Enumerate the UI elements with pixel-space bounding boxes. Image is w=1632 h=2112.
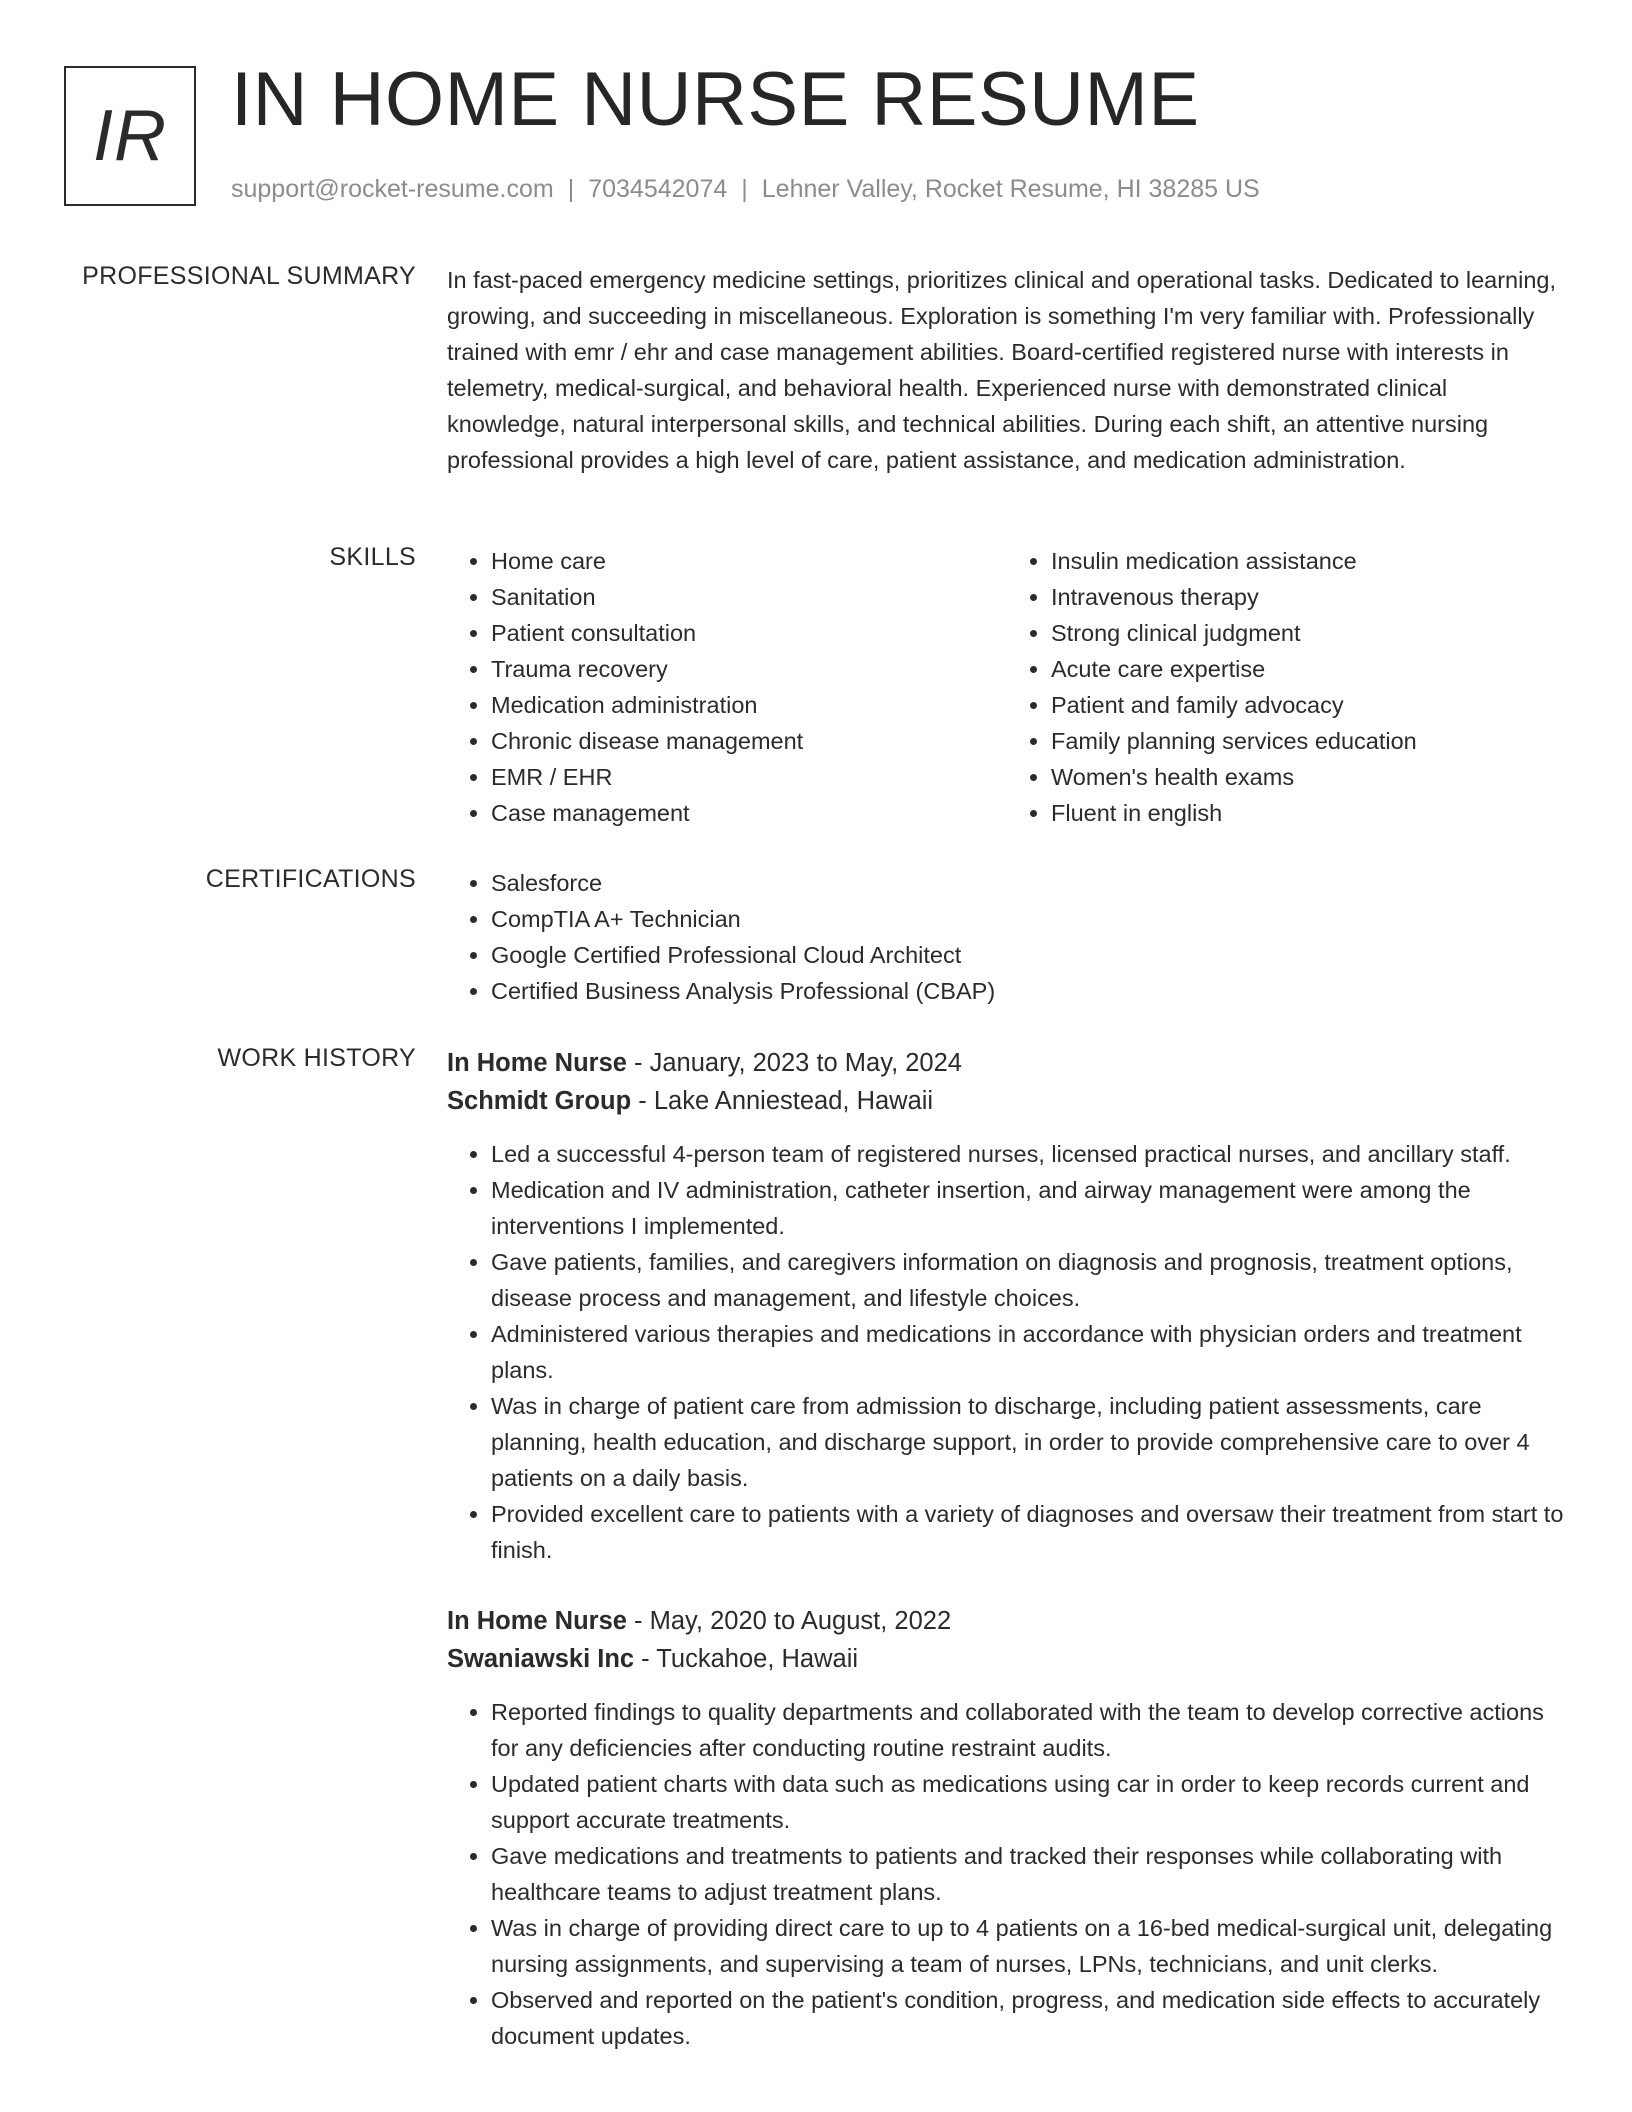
- job-duty: • Led a successful 4-person team of registered nurses, licensed practical nurses, and ancillary staff.: [491, 1136, 1567, 1172]
- skill-item: • Case management: [491, 795, 1007, 831]
- job-dates: - January, 2023 to May, 2024: [626, 1049, 962, 1077]
- skill-item: • Women's health exams: [1051, 759, 1567, 795]
- job-duties-list: [447, 1694, 1567, 2054]
- job-duty: • Updated patient charts with data such as medications using car in order to keep records current and support accurate treatments.: [491, 1766, 1567, 1838]
- contact-email[interactable]: support@rocket-resume.com: [231, 175, 554, 203]
- contact-separator: |: [741, 175, 748, 203]
- monogram-box: [64, 66, 196, 206]
- job-title: In Home Nurse: [447, 1049, 627, 1077]
- skill-item: • Intravenous therapy: [1051, 579, 1567, 615]
- skill-item: • Sanitation: [491, 579, 1007, 615]
- contact-phone[interactable]: 7034542074: [588, 175, 728, 203]
- job-duty: • Provided excellent care to patients with a variety of diagnoses and oversaw their treatment from start to finish.: [491, 1496, 1567, 1568]
- skill-item: • Home care: [491, 543, 1007, 579]
- job-entry: [447, 1602, 1567, 2054]
- skill-item: • Fluent in english: [1051, 795, 1567, 831]
- skill-item: • Acute care expertise: [1051, 651, 1567, 687]
- section-label-summary: PROFESSIONAL SUMMARY: [82, 262, 416, 290]
- certification-item: • Salesforce: [491, 865, 1567, 901]
- section-label-skills: SKILLS: [329, 543, 416, 571]
- job-duty: • Gave medications and treatments to patients and tracked their responses while collaborating with healthcare teams to adjust treatment plans.: [491, 1838, 1567, 1910]
- job-title: In Home Nurse: [447, 1607, 627, 1635]
- job-dates: - May, 2020 to August, 2022: [626, 1607, 952, 1635]
- job-duty: • Was in charge of providing direct care to up to 4 patients on a 16-bed medical-surgical unit, delegating nursing assignments, and supervising a team of nurses, LPNs, technicians, and unit clerks.: [491, 1910, 1567, 1982]
- job-duty: • Medication and IV administration, catheter insertion, and airway management were among the interventions I implemented.: [491, 1172, 1567, 1244]
- skill-item: • Chronic disease management: [491, 723, 1007, 759]
- job-company: Schmidt Group: [447, 1087, 632, 1115]
- job-title-line: [447, 1044, 1567, 1082]
- skill-item: • Insulin medication assistance: [1051, 543, 1567, 579]
- job-duties-list: [447, 1136, 1567, 1568]
- job-company-line: [447, 1082, 1567, 1120]
- certification-item: • Google Certified Professional Cloud Architect: [491, 937, 1567, 973]
- certifications-list: [447, 865, 1567, 1009]
- monogram-initials: IR: [93, 96, 167, 176]
- skill-item: • Family planning services education: [1051, 723, 1567, 759]
- job-location: - Tuckahoe, Hawaii: [634, 1645, 859, 1673]
- skill-item: • Trauma recovery: [491, 651, 1007, 687]
- section-label-work-history: WORK HISTORY: [217, 1044, 416, 1072]
- job-company: Swaniawski Inc: [447, 1645, 635, 1673]
- certification-item: • Certified Business Analysis Professional (CBAP): [491, 973, 1567, 1009]
- skill-item: • Patient consultation: [491, 615, 1007, 651]
- skill-item: • Medication administration: [491, 687, 1007, 723]
- skill-item: • EMR / EHR: [491, 759, 1007, 795]
- job-duty: • Reported findings to quality departments and collaborated with the team to develop corrective actions for any deficiencies after conducting routine restraint audits.: [491, 1694, 1567, 1766]
- skills-list-right: [1007, 543, 1567, 831]
- contact-line: [231, 175, 1260, 204]
- skill-item: • Strong clinical judgment: [1051, 615, 1567, 651]
- section-label-certifications: CERTIFICATIONS: [205, 865, 416, 893]
- skills-list-left: [447, 543, 1007, 831]
- job-duty: • Was in charge of patient care from admission to discharge, including patient assessments, care planning, health education, and discharge support, in order to provide comprehensive care to over 4 patients on a daily basis.: [491, 1388, 1567, 1496]
- job-title-line: [447, 1602, 1567, 1640]
- job-duty: • Gave patients, families, and caregivers information on diagnosis and prognosis, treatment options, disease process and management, and lifestyle choices.: [491, 1244, 1567, 1316]
- job-company-line: [447, 1640, 1567, 1678]
- skill-item: • Patient and family advocacy: [1051, 687, 1567, 723]
- job-entry: [447, 1044, 1567, 1568]
- resume-title: IN HOME NURSE RESUME: [231, 57, 1200, 142]
- summary-text: In fast-paced emergency medicine settings, prioritizes clinical and operational tasks. Dedicated to learning, growing, and succeeding in miscellaneous. Exploration is something I'm very familiar with. Professionally trained with emr / ehr and case management abilities. Board-certified registered nurse with interests in telemetry, medical-surgical, and behavioral health. Experienced nurse with demonstrated clinical knowledge, natural interpersonal skills, and technical abilities. During each shift, an attentive nursing professional provides a high level of care, patient assistance, and medication administration.: [447, 267, 1556, 473]
- job-location: - Lake Anniestead, Hawaii: [631, 1087, 934, 1115]
- job-duty: • Observed and reported on the patient's condition, progress, and medication side effects to accurately document updates.: [491, 1982, 1567, 2054]
- contact-separator: |: [567, 175, 575, 203]
- certification-item: • CompTIA A+ Technician: [491, 901, 1567, 937]
- job-duty: • Administered various therapies and medications in accordance with physician orders and treatment plans.: [491, 1316, 1567, 1388]
- contact-address: Lehner Valley, Rocket Resume, HI 38285 US: [761, 175, 1260, 203]
